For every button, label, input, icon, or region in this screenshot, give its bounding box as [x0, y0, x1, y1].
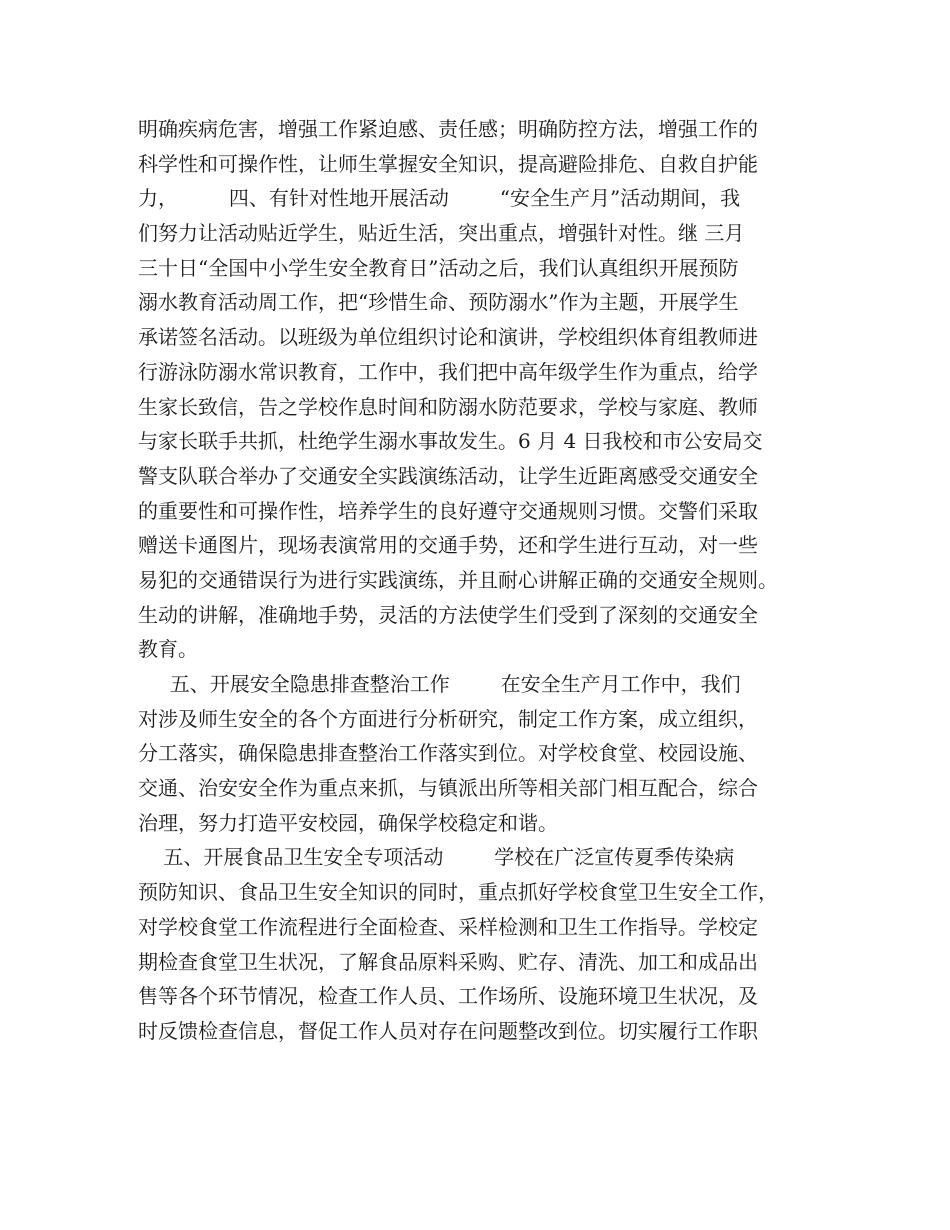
- text-line: 三十日“全国中小学生安全教育日”活动之后，我们认真组织开展预防: [138, 255, 739, 280]
- text-line: 们努力让活动贴近学生，贴近生活，突出重点，增强针对性。继 三月: [138, 221, 745, 246]
- text-line: 与家长联手共抓，杜绝学生溺水事故发生。6 月 4 日我校和市公安局交: [138, 429, 763, 454]
- text-line: 治理，努力打造平安校园，确保学校稳定和谐。: [138, 810, 558, 835]
- text-line: 溺水教育活动周工作，把“珍惜生命、预防溺水”作为主题，开展学生: [138, 290, 739, 315]
- text-line: 行游泳防溺水常识教育，工作中，我们把中高年级学生作为重点，给学: [138, 359, 758, 384]
- text-line: 承诺签名活动。以班级为单位组织讨论和演讲，学校组织体育组教师进: [138, 325, 758, 350]
- text-line: 期检查食堂卫生状况，了解食品原料采购、贮存、清洗、加工和成品出: [138, 949, 758, 974]
- text-line: 力， 四、有针对性地开展活动 “安全生产月”活动期间，我: [138, 186, 741, 211]
- text-line: 五、开展安全隐患排查整治工作 在安全生产月工作中，我们: [138, 672, 741, 696]
- text-line: 分工落实，确保隐患排查整治工作落实到位。对学校食堂、校园设施、: [138, 741, 758, 766]
- text-line: 警支队联合举办了交通安全实践演练活动，让学生近距离感受交通安全: [138, 463, 758, 488]
- text-line: 售等各个环节情况，检查工作人员、工作场所、设施环境卫生状况，及: [138, 984, 758, 1009]
- text-line: 明确疾病危害，增强工作紧迫感、责任感；明确防控方法，增强工作的: [138, 117, 758, 141]
- text-line: 时反馈检查信息，督促工作人员对存在问题整改到位。切实履行工作职: [138, 1018, 758, 1043]
- text-line: 五、开展食品卫生安全专项活动 学校在广泛宣传夏季传染病: [138, 845, 735, 870]
- text-line: 科学性和可操作性，让师生掌握安全知识，提高避险排危、自救自护能: [138, 151, 758, 176]
- text-line: 的重要性和可操作性，培养学生的良好遵守交通规则习惯。交警们采取: [138, 498, 758, 523]
- text-line: 预防知识、食品卫生安全知识的同时，重点抓好学校食堂卫生安全工作，: [138, 880, 778, 905]
- text-line: 交通、治安安全作为重点来抓，与镇派出所等相关部门相互配合，综合: [138, 776, 758, 801]
- text-line: 教育。: [138, 637, 198, 662]
- body-text: [138, 112, 828, 1049]
- text-line: 易犯的交通错误行为进行实践演练，并且耐心讲解正确的交通安全规则。: [138, 567, 778, 592]
- text-line: 对涉及师生安全的各个方面进行分析研究，制定工作方案，成立组织，: [138, 706, 758, 731]
- text-line: 对学校食堂工作流程进行全面检查、采样检测和卫生工作指导。学校定: [138, 914, 758, 939]
- text-line: 生动的讲解，准确地手势，灵活的方法使学生们受到了深刻的交通安全: [138, 602, 758, 627]
- text-line: 生家长致信，告之学校作息时间和防溺水防范要求，学校与家庭、教师: [138, 394, 758, 419]
- text-line: 赠送卡通图片，现场表演常用的交通手势，还和学生进行互动，对一些: [138, 533, 758, 558]
